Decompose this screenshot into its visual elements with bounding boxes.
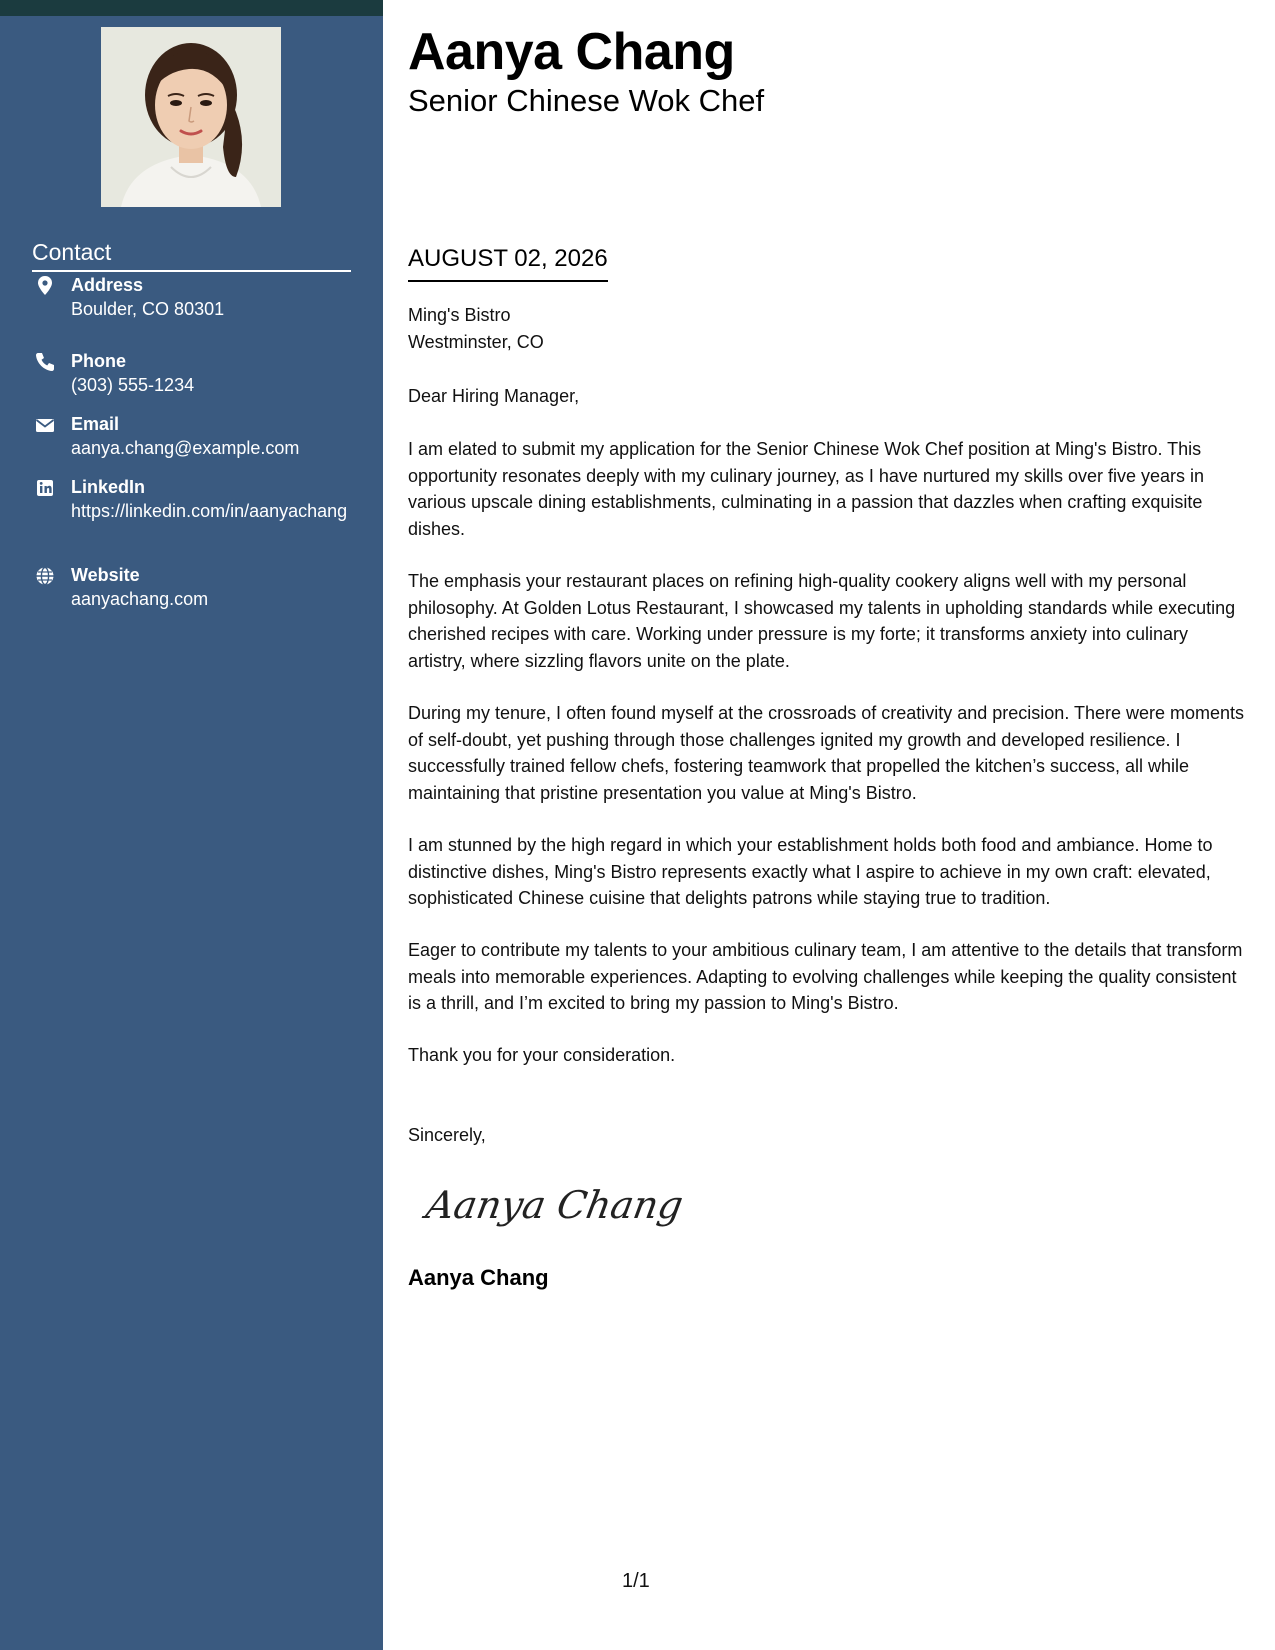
contact-phone-value[interactable]: (303) 555-1234 (71, 375, 195, 395)
body-paragraph-3: During my tenure, I often found myself at the crossroads of creativity and precision. There were moments of self-doubt, yet pushing through those challenges ignited my growth and developed resilience. I successfully trained fellow chefs, fostering teamwork that propelled the kitchen’s success, all while maintaining that pristine presentation you value at Ming's Bistro. (408, 703, 1245, 803)
job-title: Senior Chinese Wok Chef (408, 83, 765, 118)
contact-address-value: Boulder, CO 80301 (71, 299, 225, 319)
envelope-icon (32, 412, 58, 438)
contact-website-label: Website (71, 565, 140, 585)
body-paragraph-1: I am elated to submit my application for the Senior Chinese Wok Chef position at Ming's Bistro. This opportunity resonates deeply with my culinary journey, as I have nurtured my skills over five years in various upscale dining establishments, culminating in a passion that dazzles when crafting exquisite dishes. (408, 439, 1205, 539)
body-paragraph-2: The emphasis your restaurant places on refining high-quality cookery aligns well with my personal philosophy. At Golden Lotus Restaurant, I showcased my talents in upholding standards while executing cherished recipes with care. Working under pressure is my forte; it transforms anxiety into culinary artistry, where sizzling flavors unite on the plate. (408, 571, 1236, 671)
page-number: 1/1 (622, 1570, 650, 1592)
avatar (101, 27, 281, 207)
linkedin-icon (32, 475, 58, 501)
phone-icon (32, 349, 58, 375)
globe-icon (32, 563, 58, 589)
contact-phone-label: Phone (71, 351, 127, 371)
closing: Sincerely, (408, 1125, 486, 1145)
contact-linkedin-value[interactable]: https://linkedin.com/in/aanyachang (71, 501, 348, 521)
signature-script-text: Aanya Chang (422, 1183, 687, 1228)
sidebar-top-bar (0, 0, 383, 16)
contact-email-label: Email (71, 414, 120, 434)
body-paragraph-6: Thank you for your consideration. (408, 1045, 676, 1065)
applicant-name: Aanya Chang (408, 23, 735, 81)
contact-linkedin-label: LinkedIn (71, 477, 146, 497)
body-paragraph-5: Eager to contribute my talents to your ambitious culinary team, I am attentive to the details that transform meals into memorable experiences. Adapting to evolving challenges while keeping the quality consistent is a thrill, and I’m excited to bring my passion to Ming's Bistro. (408, 940, 1243, 1013)
contact-website-value[interactable]: aanyachang.com (71, 589, 209, 609)
signer-name: Aanya Chang (408, 1265, 549, 1290)
handwritten-signature (422, 1170, 687, 1240)
contact-email-value[interactable]: aanya.chang@example.com (71, 438, 300, 458)
contact-address-label: Address (71, 275, 144, 295)
salutation: Dear Hiring Manager, (408, 386, 580, 406)
avatar-portrait-image (101, 27, 281, 207)
letter-date: AUGUST 02, 2026 (408, 244, 608, 282)
recipient-location: Westminster, CO (408, 331, 544, 352)
sidebar (0, 0, 383, 1650)
recipient-block (408, 302, 1248, 355)
body-paragraph-4: I am stunned by the high regard in which your establishment holds both food and ambiance. Home to distinctive dishes, Ming's Bistro represents exactly what I aspire to achieve in my own craft: elevated, sophisticated Chinese cuisine that delights patrons while staying true to tradition. (408, 835, 1213, 908)
contact-heading: Contact (32, 239, 351, 272)
map-pin-icon (32, 273, 58, 299)
recipient-company: Ming's Bistro (408, 305, 511, 325)
